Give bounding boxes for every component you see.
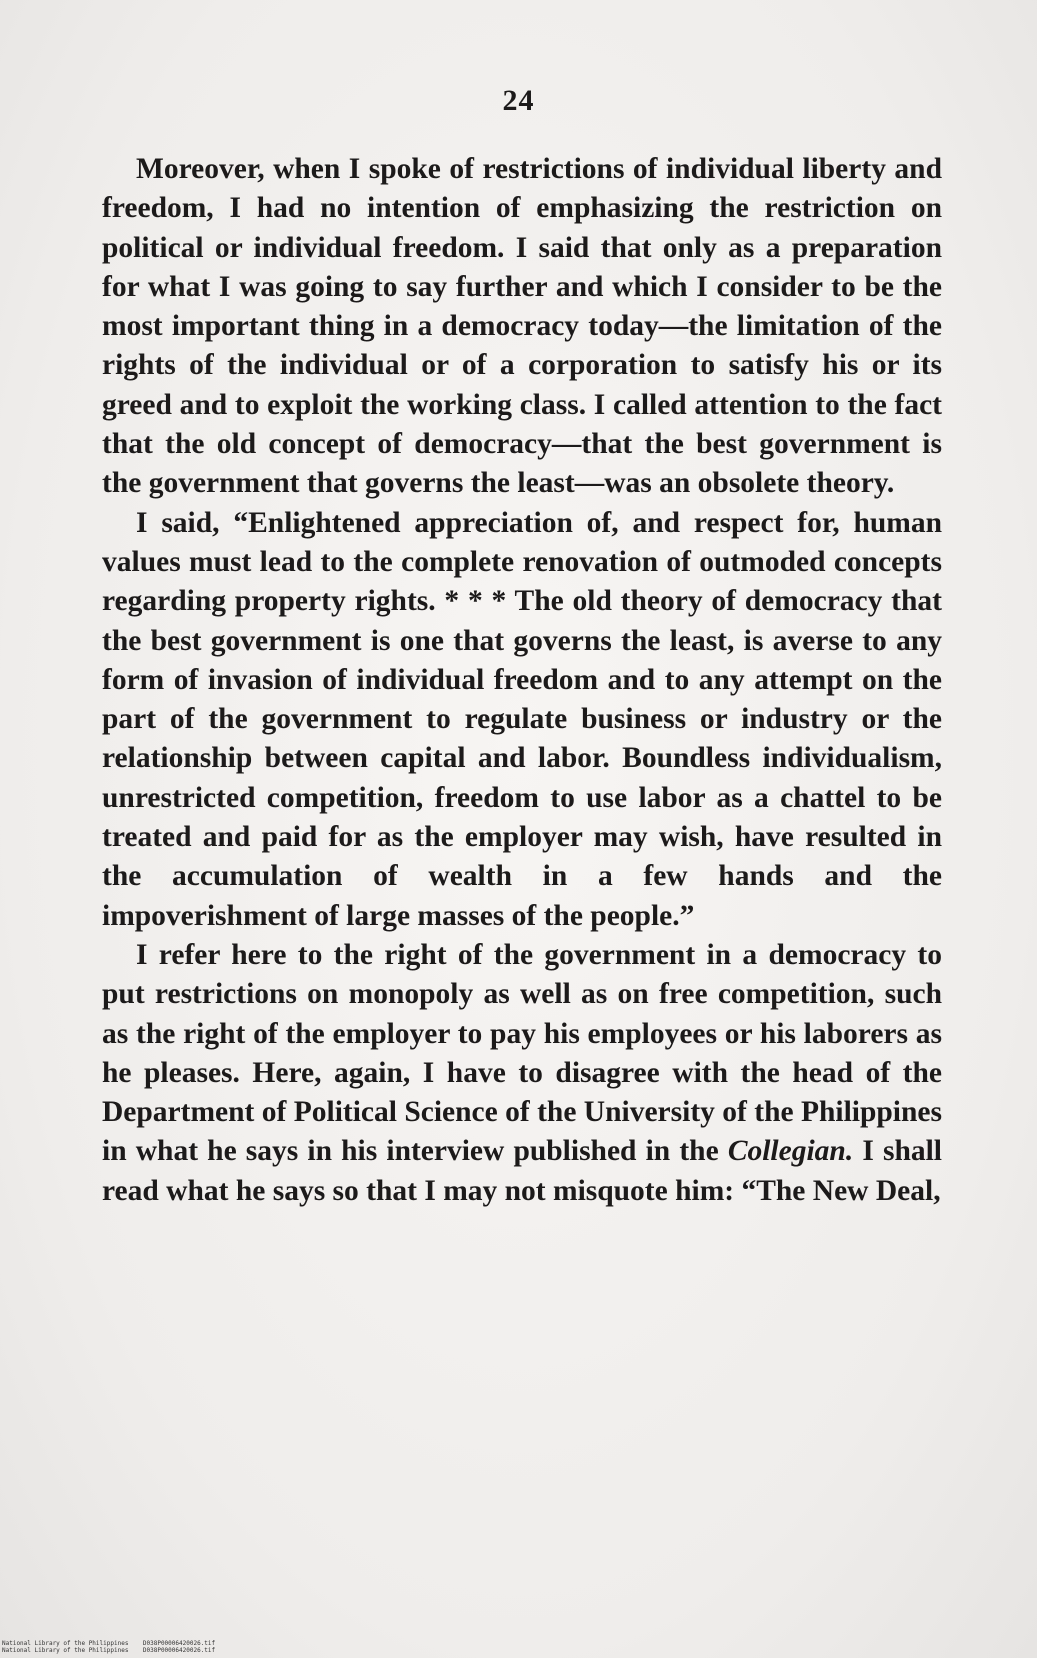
body-text: [102, 150, 942, 1211]
footer-line-2: National Library of the Philippines D038P00006420026.tif: [2, 1647, 216, 1654]
page-number: 24: [502, 84, 535, 117]
paragraph-3-italic-title: Collegian.: [727, 1135, 854, 1168]
paragraph-1: Moreover, when I spoke of restrictions of individual liberty and freedom, I had no intention of emphasizing the restriction on political or individual freedom. I said that only as a preparation for what I was going to say further and which I consider to be the most important thing in a democracy today—the limitation of the rights of the individual or of a corporation to satisfy his or its greed and to exploit the working class. I called attention to the fact that the old concept of democracy—that the best government is the government that governs the least—was an obsolete theory.: [102, 153, 942, 500]
footer-line-1: National Library of the Philippines D038P00006420026.tif: [2, 1640, 216, 1647]
paragraph-3: [102, 936, 942, 1211]
paragraph-3-text-after: I shall read what he says so that I may not misquote him: “The New Deal,: [102, 1135, 942, 1207]
paragraph-3-text-before: I refer here to the right of the government in a democracy to put restrictions on monopoly as well as on free competition, such as the right of the employer to pay his employees or his laborers as he pleases. Here, again, I have to disagree with the head of the Department of Political Science of the University of the Philippines in what he says in his interview published in the: [102, 938, 942, 1168]
paragraph-2: I said, “Enlightened appreciation of, and respect for, human values must lead to the complete renovation of outmoded concepts regarding property rights. * * * The old theory of democracy that the best government is one that governs the least, is averse to any form of invasion of individual freedom and to any attempt on the part of the government to regulate business or industry or the relationship between capital and labor. Boundless individualism, unrestricted competition, freedom to use labor as a chattel to be treated and paid for as the employer may wish, have resulted in the accumulation of wealth in a few hands and the impoverishment of large masses of the people.”: [102, 506, 942, 932]
scan-footer: [2, 1640, 215, 1654]
